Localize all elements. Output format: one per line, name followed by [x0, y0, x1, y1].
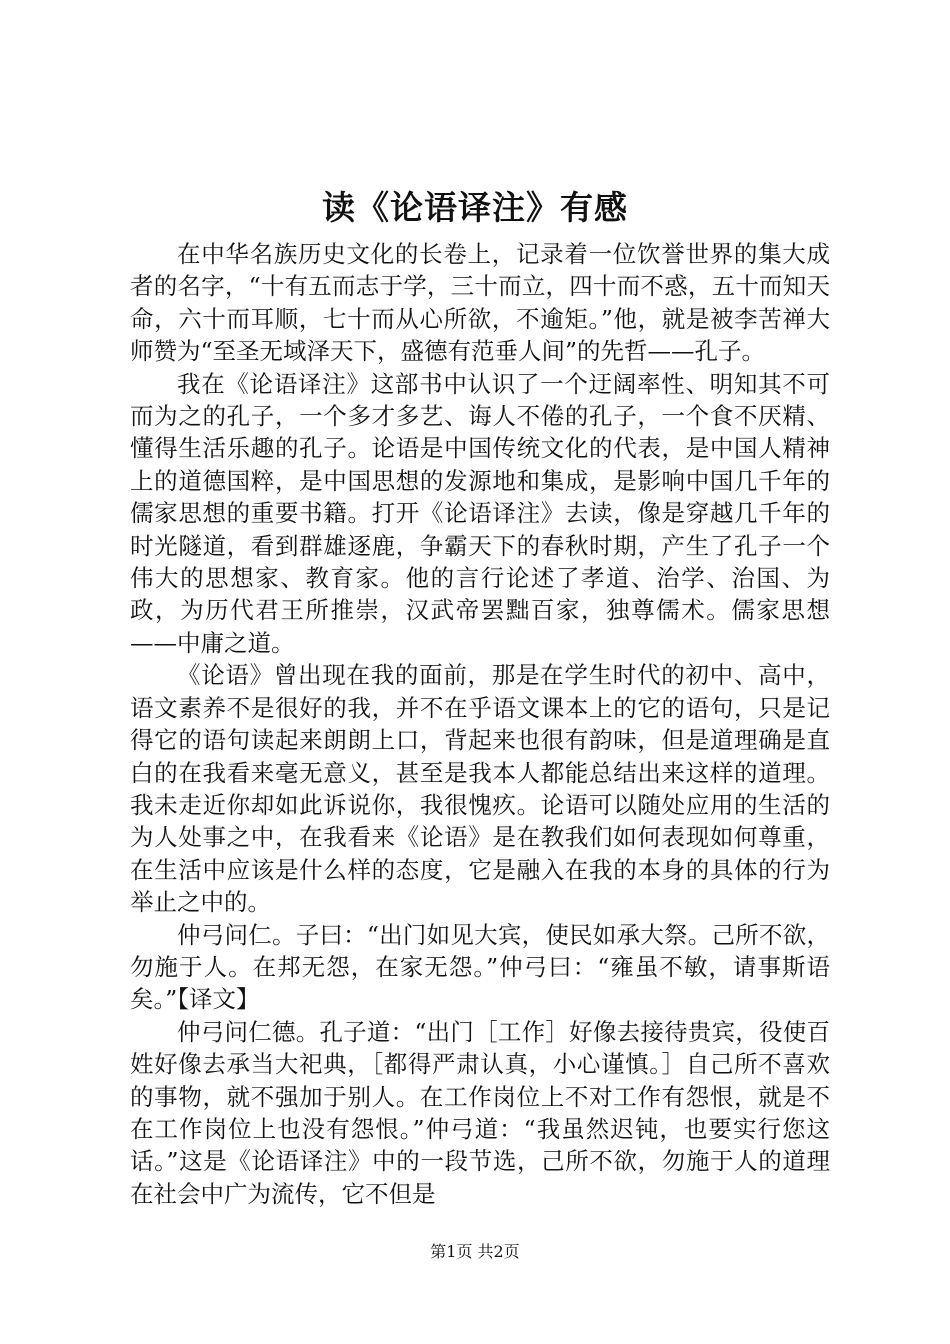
paragraph-3: 《论语》曾出现在我的面前，那是在学生时代的初中、高中，语文素养不是很好的我，并不在乎语文课本上的它的语句，只是记得它的语句读起来朗朗上口，背起来也很有韵味，但是道理确是直白的在我看来毫无意义，甚至是我本人都能总结出来这样的道理。我未走近你却如此诉说你，我很愧疚。论语可以随处应用的生活的为人处事之中，在我看来《论语》是在教我们如何表现如何尊重，在生活中应该是什么样的态度，它是融入在我的本身的具体的行为举止之中的。: [130, 661, 830, 917]
paragraph-4: 仲弓问仁。子曰：“出门如见大宾，使民如承大祭。己所不欲，勿施于人。在邦无怨，在家无怨。”仲弓曰：“雍虽不敏，请事斯语矣。”【译文】: [130, 920, 830, 1014]
document-body: [130, 238, 830, 1210]
paragraph-5: 仲弓问仁德。孔子道：“出门［工作］好像去接待贵宾，役使百姓好像去承当大祀典，［都得严肃认真，小心谨慎。］自己所不喜欢的事物，就不强加于别人。在工作岗位上不对工作有怨恨，就是不在工作岗位上也没有怨恨。”仲弓道：“我虽然迟钝，也要实行您这话。”这是《论语译注》中的一段节选，己所不欲，勿施于人的道理在社会中广为流传，它不但是: [130, 1017, 830, 1208]
paragraph-2: 我在《论语译注》这部书中认识了一个迂阔率性、明知其不可而为之的孔子，一个多才多艺、诲人不倦的孔子，一个食不厌精、懂得生活乐趣的孔子。论语是中国传统文化的代表，是中国人精神上的道德国粹，是中国思想的发源地和集成，是影响中国几千年的儒家思想的重要书籍。打开《论语译注》去读，像是穿越几千年的时光隧道，看到群雄逐鹿，争霸天下的春秋时期，产生了孔子一个伟大的思想家、教育家。他的言行论述了孝道、治学、治国、为政，为历代君王所推崇，汉武帝罢黜百家，独尊儒术。儒家思想——中庸之道。: [130, 369, 830, 657]
page-number-footer: 第1页 共2页: [430, 1242, 520, 1261]
document-title: 读《论语译注》有感: [322, 188, 628, 227]
paragraph-1: 在中华名族历史文化的长卷上，记录着一位饮誉世界的集大成者的名字，“十有五而志于学，三十而立，四十而不惑，五十而知天命，六十而耳顺，七十而从心所欲，不逾矩。”他，就是被李苦禅大师赞为“至圣无域泽天下，盛德有范垂人间”的先哲——孔子。: [130, 240, 830, 366]
